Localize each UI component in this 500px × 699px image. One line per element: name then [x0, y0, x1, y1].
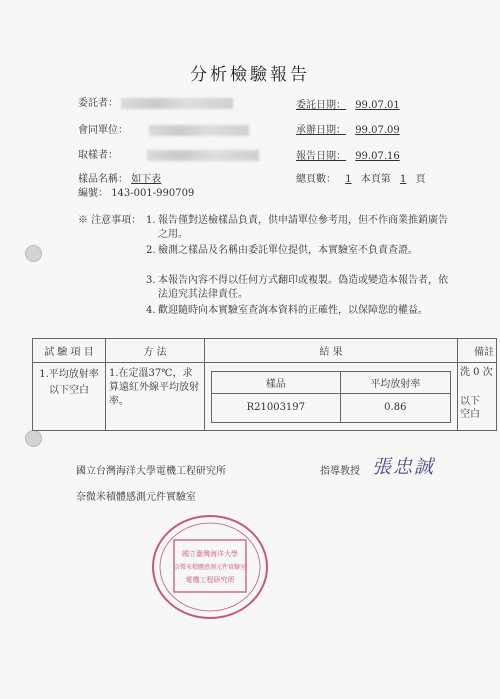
undertake-date-label: 承辦日期：: [296, 125, 346, 136]
note-text: 報告僅對送檢樣品負責，供申請單位參考用，但不作商業推銷廣告之用。: [158, 215, 448, 240]
advisor-label: 指導教授: [320, 466, 360, 477]
sample-id-label: 編號：: [78, 188, 108, 199]
remark-bottom: 以下空白: [460, 396, 480, 420]
page-of-label: 本頁第: [360, 174, 391, 185]
undertake-date: 99.07.09: [355, 125, 400, 136]
method-cell: 1.在定溫37℃，求算遠紅外線平均放射率。: [106, 363, 205, 431]
note-text: 本報告內容不得以任何方式翻印或複製。偽造或變造本報告者，依法追究其法律責任。: [158, 275, 448, 300]
page-count-row: [296, 170, 426, 185]
report-date: 99.07.16: [355, 151, 400, 162]
seal-text-1: 國立臺灣海洋大學: [182, 550, 238, 558]
undertake-date-row: [296, 121, 400, 136]
results-table: [32, 338, 497, 431]
page-unit: 頁: [415, 174, 426, 185]
test-item-cell: 1.平均放射率以下空白: [33, 363, 106, 431]
sampler-row: [78, 146, 259, 161]
page-current: 1: [399, 174, 407, 185]
col-header-method: 方 法: [106, 339, 205, 363]
redacted-agent: [149, 125, 249, 136]
note-number: 3.: [146, 275, 156, 286]
result-subtable: [211, 371, 451, 423]
agent-label: 會同單位：: [78, 125, 128, 136]
total-pages: 1: [345, 174, 352, 185]
note-number: 4.: [146, 305, 156, 316]
remark-top: 洗 0 次: [460, 367, 493, 378]
commission-date-row: [296, 96, 400, 111]
sample-id-value: R21003197: [212, 393, 341, 422]
sample-id-row: [78, 184, 194, 199]
remark-cell: [458, 363, 497, 431]
col-header-remark: 備註: [458, 339, 497, 363]
sampler-label: 取樣者：: [78, 150, 118, 161]
sample-name-label: 樣品名稱：: [78, 174, 128, 185]
lab-seal-stamp: [150, 512, 270, 622]
commission-date-label: 委託日期：: [296, 100, 346, 111]
redacted-sampler: [147, 150, 259, 161]
sample-id: 143-001-990709: [111, 188, 195, 199]
punch-hole-bottom: [25, 430, 42, 447]
institute-name: 國立台灣海洋大學電機工程研究所: [76, 466, 226, 477]
result-cell: [205, 363, 458, 431]
note-text: 檢測之樣品及名稱由委託單位提供，本實驗室不負責查證。: [158, 245, 418, 256]
subcol-emissivity: 平均放射率: [340, 371, 450, 393]
note-number: 2.: [146, 245, 156, 256]
punch-hole-top: [25, 245, 42, 262]
client-row: [78, 94, 233, 109]
note-text: 歡迎隨時向本實驗室查詢本資料的正確性，以保障您的權益。: [158, 305, 428, 316]
lab-name: 奈微米積體感測元件實驗室: [76, 492, 196, 503]
sample-name-row: [78, 170, 161, 185]
report-date-label: 報告日期：: [296, 151, 346, 162]
note-number: 1.: [146, 215, 156, 226]
client-label: 委託者：: [78, 98, 118, 109]
seal-text-2: 奈微米積體感測元件實驗室: [173, 564, 247, 571]
report-title: 分析檢驗報告: [190, 65, 310, 85]
agent-row: [78, 121, 249, 136]
seal-text-3: 電機工程研究所: [185, 576, 235, 584]
redacted-client: [121, 98, 233, 109]
total-pages-label: 總頁數：: [296, 174, 336, 185]
commission-date: 99.07.01: [355, 100, 400, 111]
col-header-item: 試 驗 項 目: [33, 339, 106, 363]
sample-name: 如下表: [131, 174, 162, 185]
emissivity-value: 0.86: [340, 393, 450, 422]
advisor-signature: 張忠誠: [372, 456, 436, 478]
report-date-row: [296, 147, 400, 162]
notes-head: ※ 注意事項：: [78, 215, 142, 226]
col-header-result: 結 果: [205, 339, 458, 363]
subcol-sample: 樣品: [212, 371, 341, 393]
